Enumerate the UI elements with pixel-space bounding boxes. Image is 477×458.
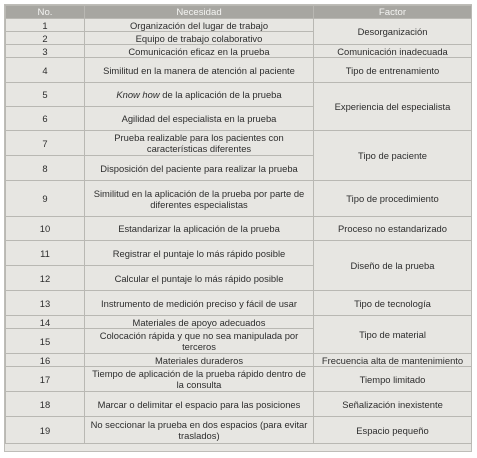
row-need: Estandarizar la aplicación de la prueba [85,217,314,241]
row-no: 17 [6,367,85,392]
table-row [6,83,472,107]
row-factor: Desorganización [314,19,472,45]
row-factor: Diseño de la prueba [314,241,472,291]
row-no: 14 [6,316,85,329]
row-need: Organización del lugar de trabajo [85,19,314,32]
row-no: 7 [6,131,85,156]
table-row [6,316,472,329]
row-factor: Tipo de procedimiento [314,181,472,217]
row-need: Calcular el puntaje lo más rápido posible [85,266,314,291]
row-no: 6 [6,107,85,131]
row-need: Tiempo de aplicación de la prueba rápido dentro de la consulta [85,367,314,392]
table-row [6,217,472,241]
needs-factors-table [5,5,472,444]
row-no: 12 [6,266,85,291]
row-factor: Comunicación inadecuada [314,45,472,58]
row-factor: Tipo de material [314,316,472,354]
row-no: 16 [6,354,85,367]
row-factor: Experiencia del especialista [314,83,472,131]
row-need: Comunicación eficaz en la prueba [85,45,314,58]
row-need [85,83,314,107]
table-row [6,19,472,32]
table-row [6,417,472,444]
table-row [6,291,472,316]
row-factor: Señalización inexistente [314,392,472,417]
row-no: 10 [6,217,85,241]
row-need: Prueba realizable para los pacientes con características diferentes [85,131,314,156]
row-no: 4 [6,58,85,83]
row-factor: Proceso no estandarizado [314,217,472,241]
row-need: Similitud en la manera de atención al paciente [85,58,314,83]
table-header-row [6,6,472,19]
row-need-emphasis: Know how [116,89,160,100]
row-factor: Tipo de paciente [314,131,472,181]
row-need: Equipo de trabajo colaborativo [85,32,314,45]
row-need-rest: de la aplicación de la prueba [159,89,282,100]
table-row [6,181,472,217]
row-no: 13 [6,291,85,316]
header-no: No. [6,6,85,19]
row-no: 15 [6,329,85,354]
row-no: 3 [6,45,85,58]
table-row [6,58,472,83]
row-factor: Tipo de tecnología [314,291,472,316]
row-need: Materiales duraderos [85,354,314,367]
row-need: Disposición del paciente para realizar la prueba [85,156,314,181]
row-no: 2 [6,32,85,45]
row-no: 1 [6,19,85,32]
header-factor: Factor [314,6,472,19]
row-no: 18 [6,392,85,417]
table-row [6,354,472,367]
row-need: Agilidad del especialista en la prueba [85,107,314,131]
row-no: 5 [6,83,85,107]
row-factor: Espacio pequeño [314,417,472,444]
row-need: Colocación rápida y que no sea manipulada por terceros [85,329,314,354]
row-need: Marcar o delimitar el espacio para las posiciones [85,392,314,417]
row-no: 11 [6,241,85,266]
row-factor: Tipo de entrenamiento [314,58,472,83]
row-no: 8 [6,156,85,181]
header-need: Necesidad [85,6,314,19]
row-factor: Tiempo limitado [314,367,472,392]
row-need: Similitud en la aplicación de la prueba por parte de diferentes especialistas [85,181,314,217]
needs-factors-table-container [4,4,472,452]
table-row [6,241,472,266]
table-row [6,45,472,58]
table-row [6,131,472,156]
table-row [6,392,472,417]
table-row [6,367,472,392]
row-need: Instrumento de medición preciso y fácil de usar [85,291,314,316]
row-need: No seccionar la prueba en dos espacios (para evitar traslados) [85,417,314,444]
row-need: Registrar el puntaje lo más rápido posible [85,241,314,266]
row-no: 19 [6,417,85,444]
row-need: Materiales de apoyo adecuados [85,316,314,329]
row-factor: Frecuencia alta de mantenimiento [314,354,472,367]
row-no: 9 [6,181,85,217]
